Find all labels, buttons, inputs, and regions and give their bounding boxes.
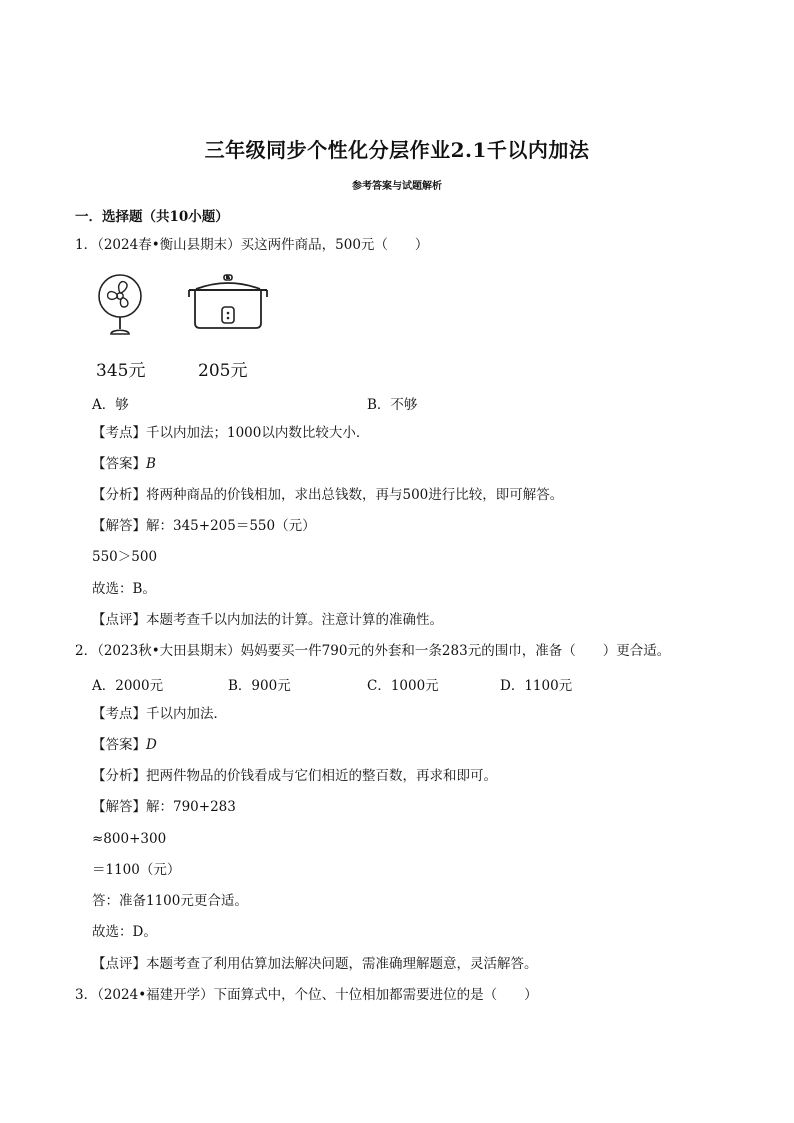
q2-option-b: B．900元 — [228, 678, 291, 694]
q1-jieda: 【解答】解：345+205＝550（元） — [92, 518, 316, 534]
page-subtitle: 参考答案与试题解析 — [352, 181, 442, 192]
q2-fenxi: 【分析】把两件物品的价钱看成与它们相近的整百数，再求和即可。 — [92, 768, 497, 784]
q2-kaodian: 【考点】千以内加法． — [92, 706, 227, 722]
q2-answer-label: 【答案】 — [92, 737, 146, 753]
q2-option-d: D．1100元 — [500, 678, 573, 694]
cooker-price: 205元 — [198, 361, 248, 381]
q2-solution-line-5: 故选：D。 — [92, 924, 157, 940]
q2-option-a: A．2000元 — [92, 678, 164, 694]
q2-dianping: 【点评】本题考查了利用估算加法解决问题，需准确理解题意，灵活解答。 — [92, 956, 538, 972]
question-2-stem: 2．（2023秋•大田县期末）妈妈要买一件790元的外套和一条283元的围巾，准备（ ）更合适。 — [75, 643, 671, 659]
q1-answer — [92, 455, 156, 473]
q1-option-a: A．够 — [92, 397, 129, 413]
q2-solution-line-3: ＝1100（元） — [92, 862, 181, 878]
page-title: 三年级同步个性化分层作业2.1千以内加法 — [204, 138, 590, 162]
question-3-stem: 3．（2024•福建开学）下面算式中，个位、十位相加都需要进位的是（ ） — [75, 987, 538, 1003]
section-heading: 一．选择题（共10小题） — [75, 209, 229, 225]
q1-solution-line-3: 故选：B。 — [92, 581, 156, 597]
q1-answer-label: 【答案】 — [92, 456, 146, 472]
q2-solution-line-4: 答：准备1100元更合适。 — [92, 893, 248, 909]
q1-fenxi: 【分析】将两种商品的价钱相加，求出总钱数，再与500进行比较，即可解答。 — [92, 487, 564, 503]
q1-dianping: 【点评】本题考查千以内加法的计算。注意计算的准确性。 — [92, 612, 443, 628]
fan-price: 345元 — [96, 361, 146, 381]
q1-solution-line-2: 550＞500 — [92, 549, 158, 565]
q2-jieda: 【解答】解：790+283 — [92, 799, 236, 815]
q2-option-c: C．1000元 — [367, 678, 439, 694]
q2-answer — [92, 736, 157, 754]
q1-kaodian: 【考点】千以内加法；1000以内数比较大小． — [92, 425, 370, 441]
q2-answer-value: D — [146, 737, 157, 753]
q1-option-b: B．不够 — [367, 397, 418, 413]
q1-answer-value: B — [146, 456, 156, 472]
q2-solution-line-2: ≈800+300 — [92, 831, 167, 847]
question-1-stem: 1．（2024春•衡山县期末）买这两件商品，500元（ ） — [75, 237, 429, 253]
electric-fan-icon — [96, 272, 144, 338]
rice-cooker-icon — [186, 273, 270, 331]
